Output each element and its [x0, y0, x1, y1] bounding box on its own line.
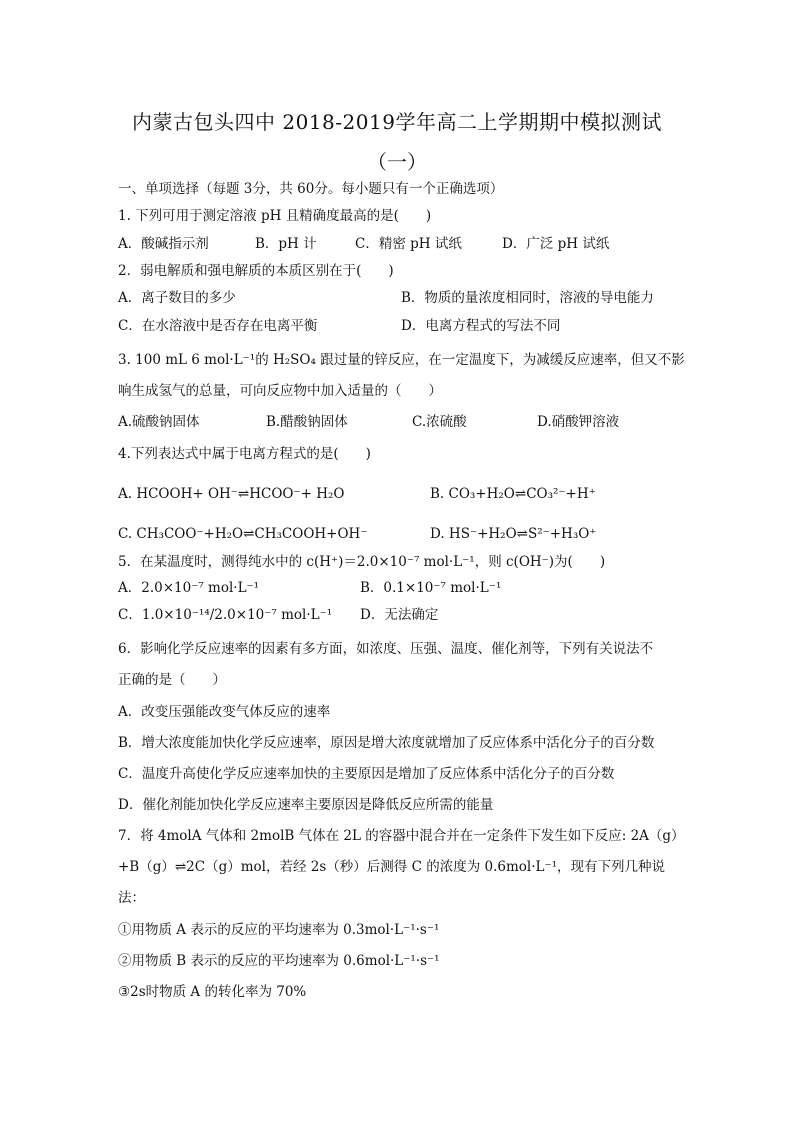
question-7-statement-3: ③2s时物质 A 的转化率为 70% — [118, 984, 307, 1000]
question-4-option-c: C. CH₃COO⁻+H₂O⇌CH₃COOH+OH⁻ — [118, 526, 368, 542]
question-6-option-d: D．催化剂能加快化学反应速率主要原因是降低反应所需的能量 — [118, 797, 494, 813]
question-5-option-d: D．无法确定 — [360, 607, 439, 623]
question-7-statement-1: ①用物质 A 表示的反应的平均速率为 0.3mol·L⁻¹·s⁻¹ — [118, 922, 440, 938]
question-7-stem-line1: 7．将 4molA 气体和 2molB 气体在 2L 的容器中混合并在一定条件下发生如下反应: 2A（g） — [118, 828, 685, 844]
question-3-option-c: C.浓硫酸 — [412, 414, 467, 430]
question-7-statement-2: ②用物质 B 表示的反应的平均速率为 0.6mol·L⁻¹·s⁻¹ — [118, 953, 440, 969]
question-1-option-a: A．酸碱指示剂 — [118, 236, 209, 252]
question-5-stem: 5．在某温度时，测得纯水中的 c(H⁺)＝2.0×10⁻⁷ mol·L⁻¹，则 c(OH⁻)为( ) — [118, 554, 606, 570]
question-3-stem-line1: 3. 100 mL 6 mol·L⁻¹的 H₂SO₄ 跟过量的锌反应，在一定温度下，为减缓反应速率，但又不影 — [118, 352, 685, 368]
question-2-stem: 2．弱电解质和强电解质的本质区别在于( ) — [118, 263, 394, 279]
question-5-option-a: A．2.0×10⁻⁷ mol·L⁻¹ — [118, 580, 260, 596]
question-5-option-b: B．0.1×10⁻⁷ mol·L⁻¹ — [360, 580, 502, 596]
question-4-stem: 4.下列表达式中属于电离方程式的是( ) — [118, 446, 371, 462]
exam-subtitle: （一） — [367, 150, 427, 174]
question-6-option-a: A．改变压强能改变气体反应的速率 — [118, 704, 331, 720]
question-6-option-b: B．增大浓度能加快化学反应速率，原因是增大浓度就增加了反应体系中活化分子的百分数 — [118, 735, 655, 751]
question-3-option-a: A.硫酸钠固体 — [118, 414, 200, 430]
question-3-option-b: B.醋酸钠固体 — [266, 414, 348, 430]
question-2-option-c: C．在水溶液中是否存在电离平衡 — [118, 318, 318, 334]
question-1-option-b: B．pH 计 — [255, 236, 317, 252]
question-1-option-d: D．广泛 pH 试纸 — [502, 236, 610, 252]
question-2-option-d: D．电离方程式的写法不同 — [401, 318, 561, 334]
question-1-stem: 1. 下列可用于测定溶液 pH 且精确度最高的是( ) — [118, 208, 432, 224]
question-6-stem-line2: 正确的是（ ） — [118, 672, 226, 688]
question-3-stem-line2: 响生成氢气的总量，可向反应物中加入适量的（ ） — [118, 383, 442, 399]
question-6-stem-line1: 6．影响化学反应速率的因素有多方面，如浓度、压强、温度、催化剂等，下列有关说法不 — [118, 641, 654, 657]
question-5-option-c: C．1.0×10⁻¹⁴/2.0×10⁻⁷ mol·L⁻¹ — [118, 607, 333, 623]
question-4-option-a: A. HCOOH+ OH⁻⇌HCOO⁻+ H₂O — [118, 486, 345, 502]
question-4-option-d: D. HS⁻+H₂O⇌S²⁻+H₃O⁺ — [430, 526, 597, 542]
question-4-option-b: B. CO₃+H₂O⇌CO₃²⁻+H⁺ — [430, 486, 596, 502]
question-3-option-d: D.硝酸钾溶液 — [537, 414, 620, 430]
question-7-stem-line2: +B（g）⇌2C（g）mol，若经 2s（秒）后测得 C 的浓度为 0.6mol·L⁻¹，现有下列几种说 — [118, 859, 666, 875]
question-2-option-b: B．物质的量浓度相同时，溶液的导电能力 — [401, 290, 654, 306]
section-heading: 一、单项选择（每题 3分，共 60分。每小题只有一个正确选项） — [118, 181, 504, 197]
question-2-option-a: A．离子数目的多少 — [118, 290, 236, 306]
exam-title: 内蒙古包头四中 2018-2019学年高二上学期期中模拟测试 — [132, 110, 662, 134]
question-6-option-c: C．温度升高使化学反应速率加快的主要原因是增加了反应体系中活化分子的百分数 — [118, 766, 615, 782]
question-7-stem-line3: 法： — [118, 890, 145, 906]
question-1-option-c: C．精密 pH 试纸 — [355, 236, 462, 252]
